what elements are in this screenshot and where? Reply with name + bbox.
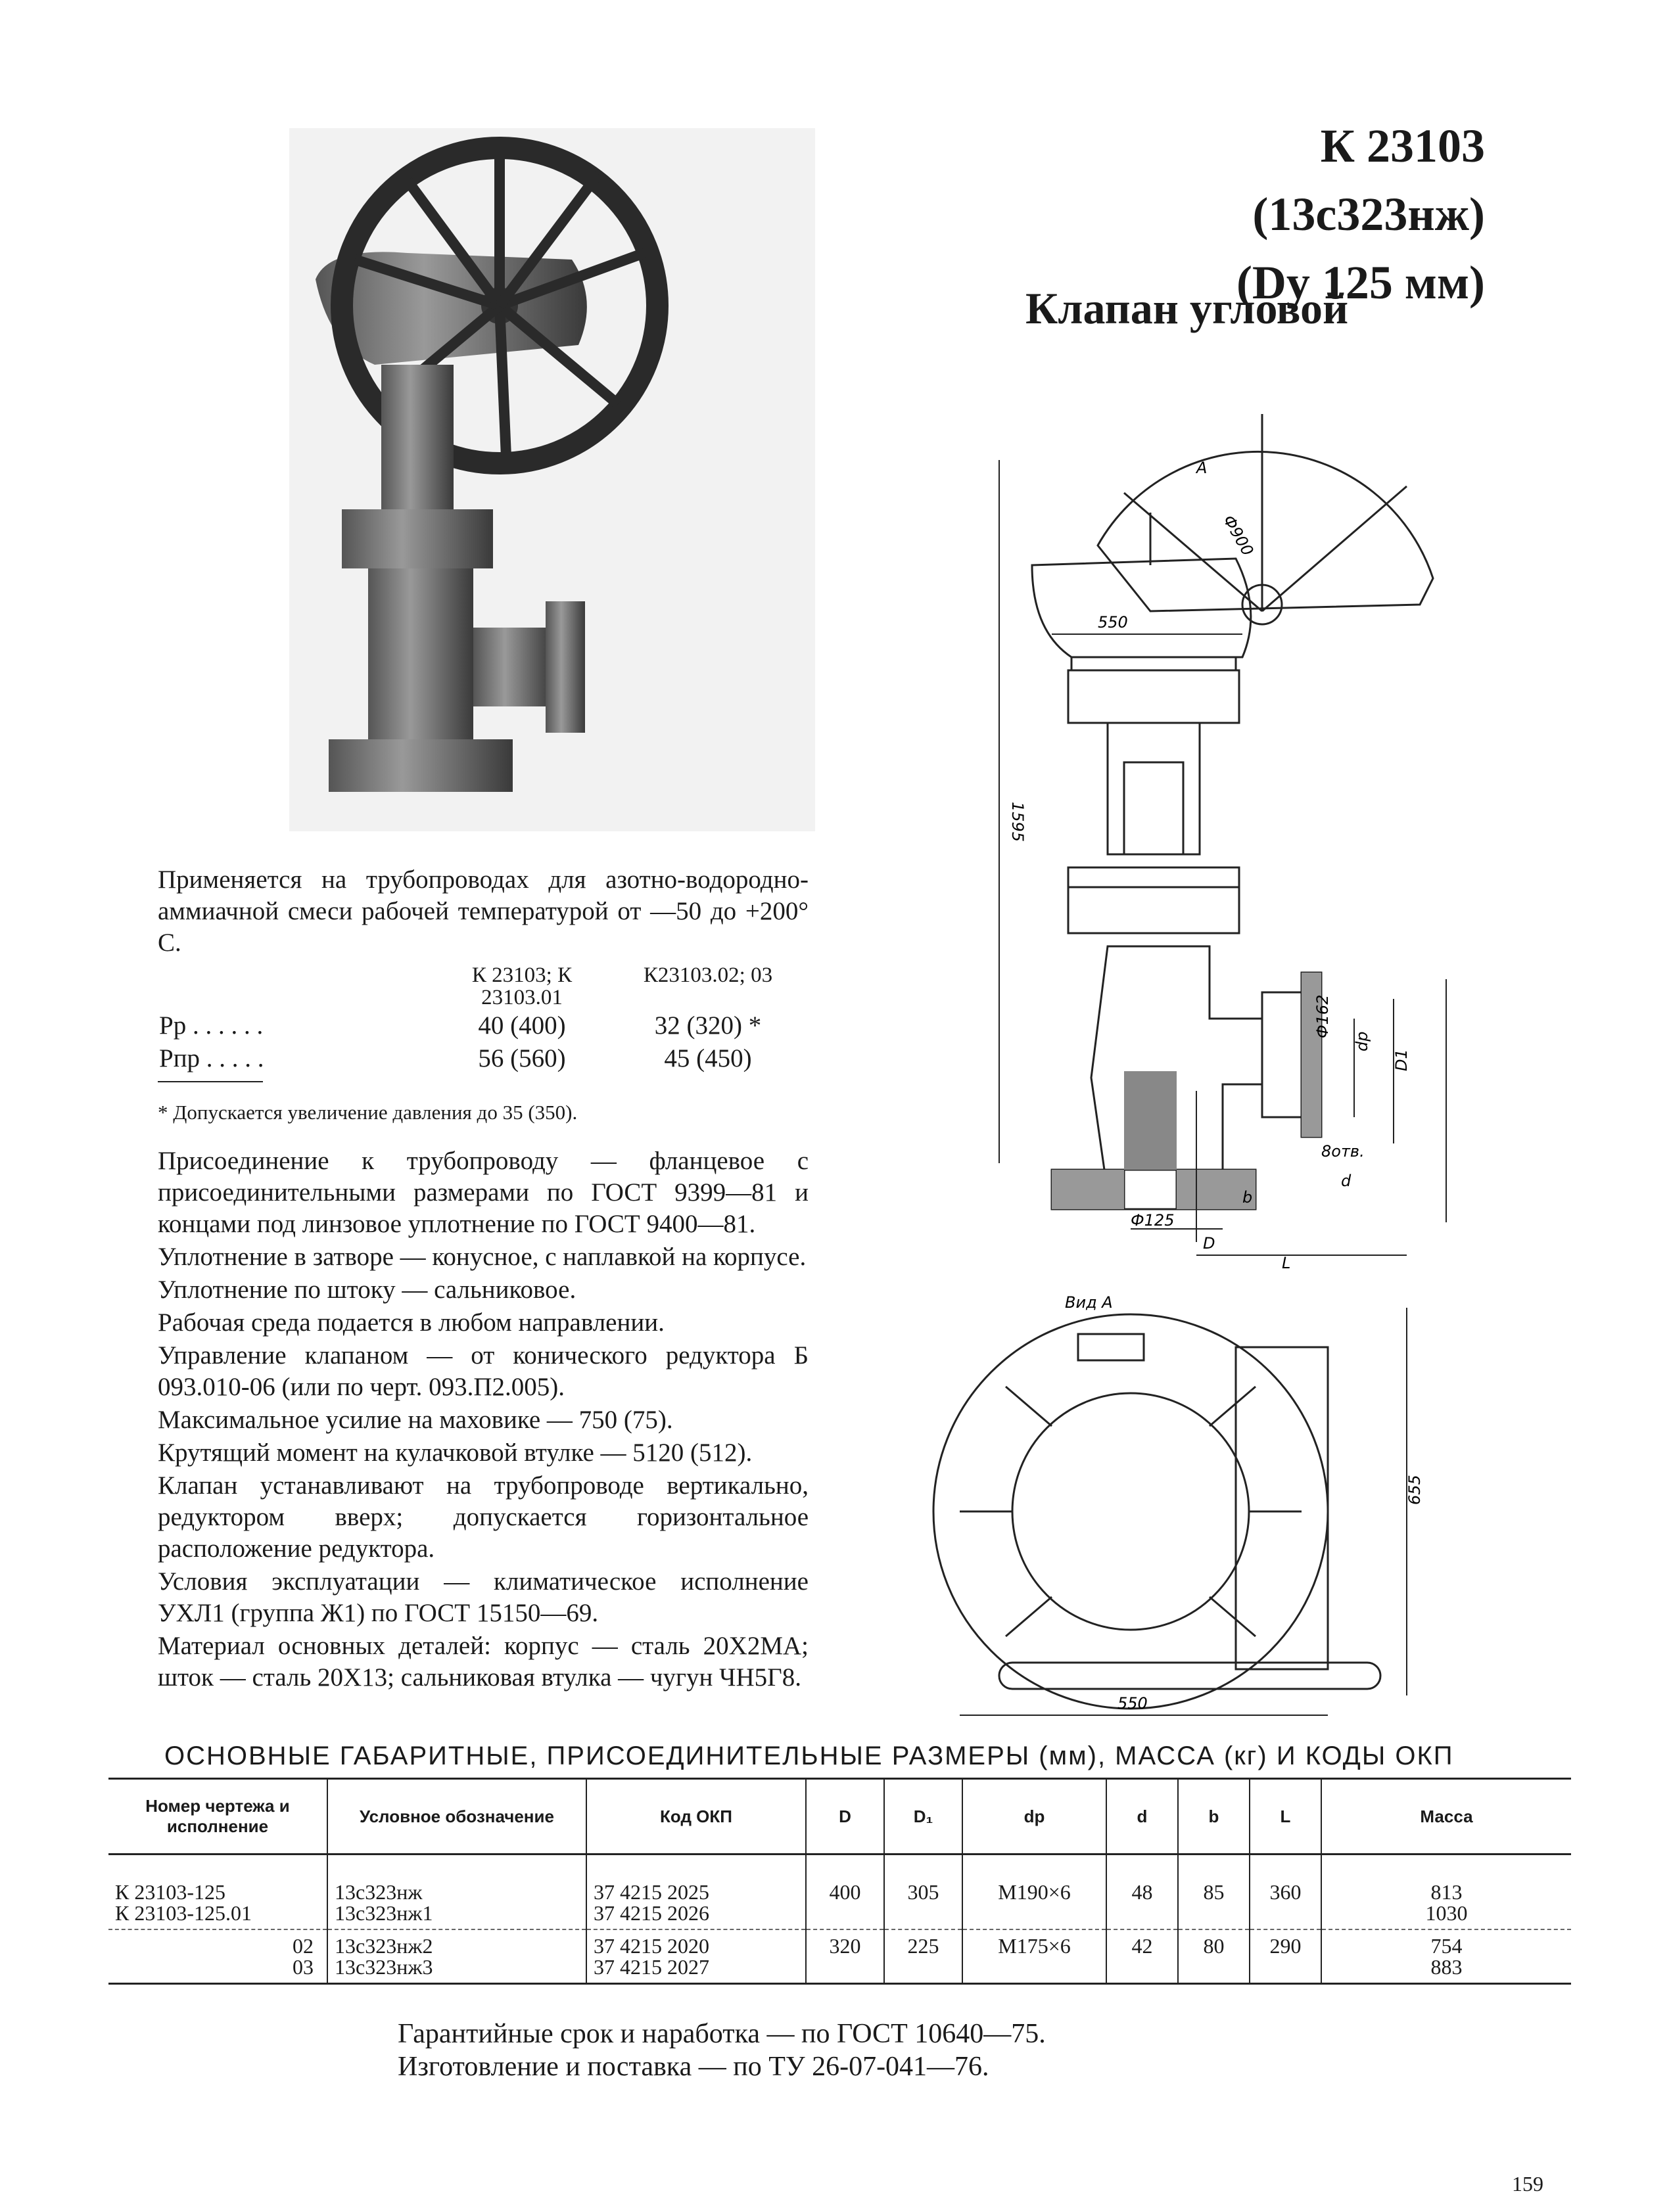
value-L: 290: [1250, 1929, 1321, 1984]
value-dp: М190×6: [962, 1855, 1106, 1930]
valve-photo: [289, 128, 815, 831]
table-header: d: [1106, 1779, 1178, 1855]
product-title: Клапан угловой: [1025, 283, 1349, 333]
value-b: 80: [1178, 1929, 1250, 1984]
table-title: ОСНОВНЫЕ ГАБАРИТНЫЕ, ПРИСОЕДИНИТЕЛЬНЫЕ РАЗМЕРЫ (мм), МАССА (кг) И КОДЫ ОКП: [164, 1741, 1454, 1770]
drawing-number: 02: [293, 1934, 314, 1958]
spec-item: Уплотнение в затворе — конусное, с наплавкой на корпусе.: [158, 1243, 807, 1271]
mass-value: 754: [1430, 1934, 1463, 1958]
table-header: L: [1250, 1779, 1321, 1855]
okp-code: 37 4215 2025: [594, 1880, 709, 1904]
height-dimension-label: 1595: [1008, 802, 1027, 842]
table-row: [108, 1855, 1571, 1930]
designation: 13с323нж: [335, 1880, 423, 1904]
supply-note: Изготовление и поставка — по ТУ 26-07-041—76.: [398, 2052, 989, 2082]
spec-item: Рабочая среда подается в любом направлении.: [158, 1308, 665, 1337]
value-L: 360: [1250, 1855, 1321, 1930]
table-header: Номер чертежа и исполнение: [108, 1779, 327, 1855]
value-dp: М175×6: [962, 1929, 1106, 1984]
wheel-diameter-label: Ф900: [1219, 512, 1258, 559]
bore-diameter-label: Ф162: [1313, 994, 1332, 1038]
specs-list: [158, 1145, 809, 1694]
intro-text: Применяется на трубопроводах для азотно-водородно-аммиачной смеси рабочей температурой от —50 до +200° С.: [158, 865, 809, 957]
spec-item: Крутящий момент на кулачковой втулке — 5120 (512).: [158, 1439, 753, 1467]
side-view-drawing: [933, 394, 1650, 1288]
view-height-label: 655: [1405, 1475, 1424, 1505]
view-width-label: 550: [1117, 1694, 1148, 1713]
okp-code: 37 4215 2020: [594, 1934, 709, 1958]
spec-item: Присоединение к трубопроводу — фланцевое с присоединительными размерами по ГОСТ 9399—81 и концами под линзовое уплотнение по ГОСТ 9400—81.: [158, 1147, 809, 1238]
mass-value: 883: [1430, 1955, 1463, 1979]
thread-label: dр: [1353, 1031, 1371, 1051]
pressure-value: 56 (560): [478, 1044, 566, 1072]
view-a-drawing: [920, 1295, 1578, 1728]
footnote: * Допускается увеличение давления до 35 (350).: [158, 1101, 578, 1124]
value-D: 400: [806, 1855, 884, 1930]
d-label: d: [1341, 1172, 1352, 1190]
pressure-col1-head: К 23103; К 23103.01: [471, 963, 573, 1009]
spec-item: Клапан устанавливают на трубопроводе вертикально, редуктором вверх; допускается горизонтальное расположение редуктора.: [158, 1471, 809, 1563]
table-header: D₁: [884, 1779, 962, 1855]
okp-code: 37 4215 2027: [594, 1955, 709, 1979]
designation: 13с323нж1: [335, 1901, 433, 1925]
table-header: b: [1178, 1779, 1250, 1855]
D-label: D: [1203, 1234, 1215, 1253]
spec-item: Уплотнение по штоку — сальниковое.: [158, 1276, 576, 1304]
product-designation: (13с323нж): [1252, 188, 1485, 241]
value-d: 42: [1106, 1929, 1178, 1984]
value-D: 320: [806, 1929, 884, 1984]
value-D1: 305: [884, 1855, 962, 1930]
spec-item: Максимальное усилие на маховике — 750 (75).: [158, 1406, 673, 1434]
value-d: 48: [1106, 1855, 1178, 1930]
drawing-number: К 23103-125.01: [115, 1901, 252, 1925]
warranty-note: Гарантийные срок и наработка — по ГОСТ 10640—75.: [398, 2019, 1046, 2049]
pressure-table: [158, 963, 809, 1076]
b-label: b: [1242, 1188, 1253, 1207]
bottom-notes: [398, 2017, 1046, 2083]
spec-item: Материал основных деталей: корпус — сталь 20Х2МА; шток — сталь 20Х13; сальниковая втулка — чугун ЧН5Г8.: [158, 1632, 809, 1692]
footnote-rule: [158, 1081, 263, 1082]
pressure-value: 40 (400): [478, 1011, 566, 1040]
drawing-number: К 23103-125: [115, 1880, 225, 1904]
table-row: [108, 1929, 1571, 1984]
d125-label: Ф125: [1131, 1211, 1175, 1230]
designation: 13с323нж2: [335, 1934, 433, 1958]
table-header: Условное обозначение: [327, 1779, 586, 1855]
spec-item: Управление клапаном — от конического редуктора Б 093.010-06 (или по черт. 093.П2.005).: [158, 1341, 809, 1401]
d1-label: D1: [1392, 1049, 1411, 1071]
holes-label: 8отв.: [1321, 1142, 1365, 1161]
view-a-label: Вид А: [1065, 1295, 1113, 1312]
page-number: 159: [1512, 2172, 1543, 2196]
product-code: К 23103: [1320, 120, 1485, 172]
pressure-col2-head: К23103.02; 03: [643, 963, 773, 987]
table-header: dр: [962, 1779, 1106, 1855]
width-dimension-label: 550: [1098, 613, 1128, 632]
mass-value: 813: [1430, 1880, 1463, 1904]
mass-value: 1030: [1425, 1901, 1468, 1925]
pressure-value: 45 (450): [664, 1044, 752, 1072]
pressure-label: Pр . . . . . .: [159, 1011, 264, 1040]
description: [158, 864, 809, 1695]
designation: 13с323нж3: [335, 1955, 433, 1979]
view-arrow-label: А: [1196, 459, 1208, 477]
nominal-diameter: (Dу 125 мм): [1236, 256, 1485, 309]
drawing-number: 03: [293, 1955, 314, 1979]
okp-code: 37 4215 2026: [594, 1901, 709, 1925]
value-D1: 225: [884, 1929, 962, 1984]
value-b: 85: [1178, 1855, 1250, 1930]
pressure-label: Pпр . . . . .: [159, 1044, 264, 1072]
dimensions-table: [108, 1778, 1571, 1985]
L-label: L: [1282, 1254, 1291, 1272]
table-header: Масса: [1321, 1779, 1571, 1855]
table-header: D: [806, 1779, 884, 1855]
spec-item: Условия эксплуатации — климатическое исполнение УХЛ1 (группа Ж1) по ГОСТ 15150—69.: [158, 1567, 809, 1627]
pressure-value: 32 (320) *: [654, 1011, 762, 1040]
table-header: Код ОКП: [586, 1779, 806, 1855]
